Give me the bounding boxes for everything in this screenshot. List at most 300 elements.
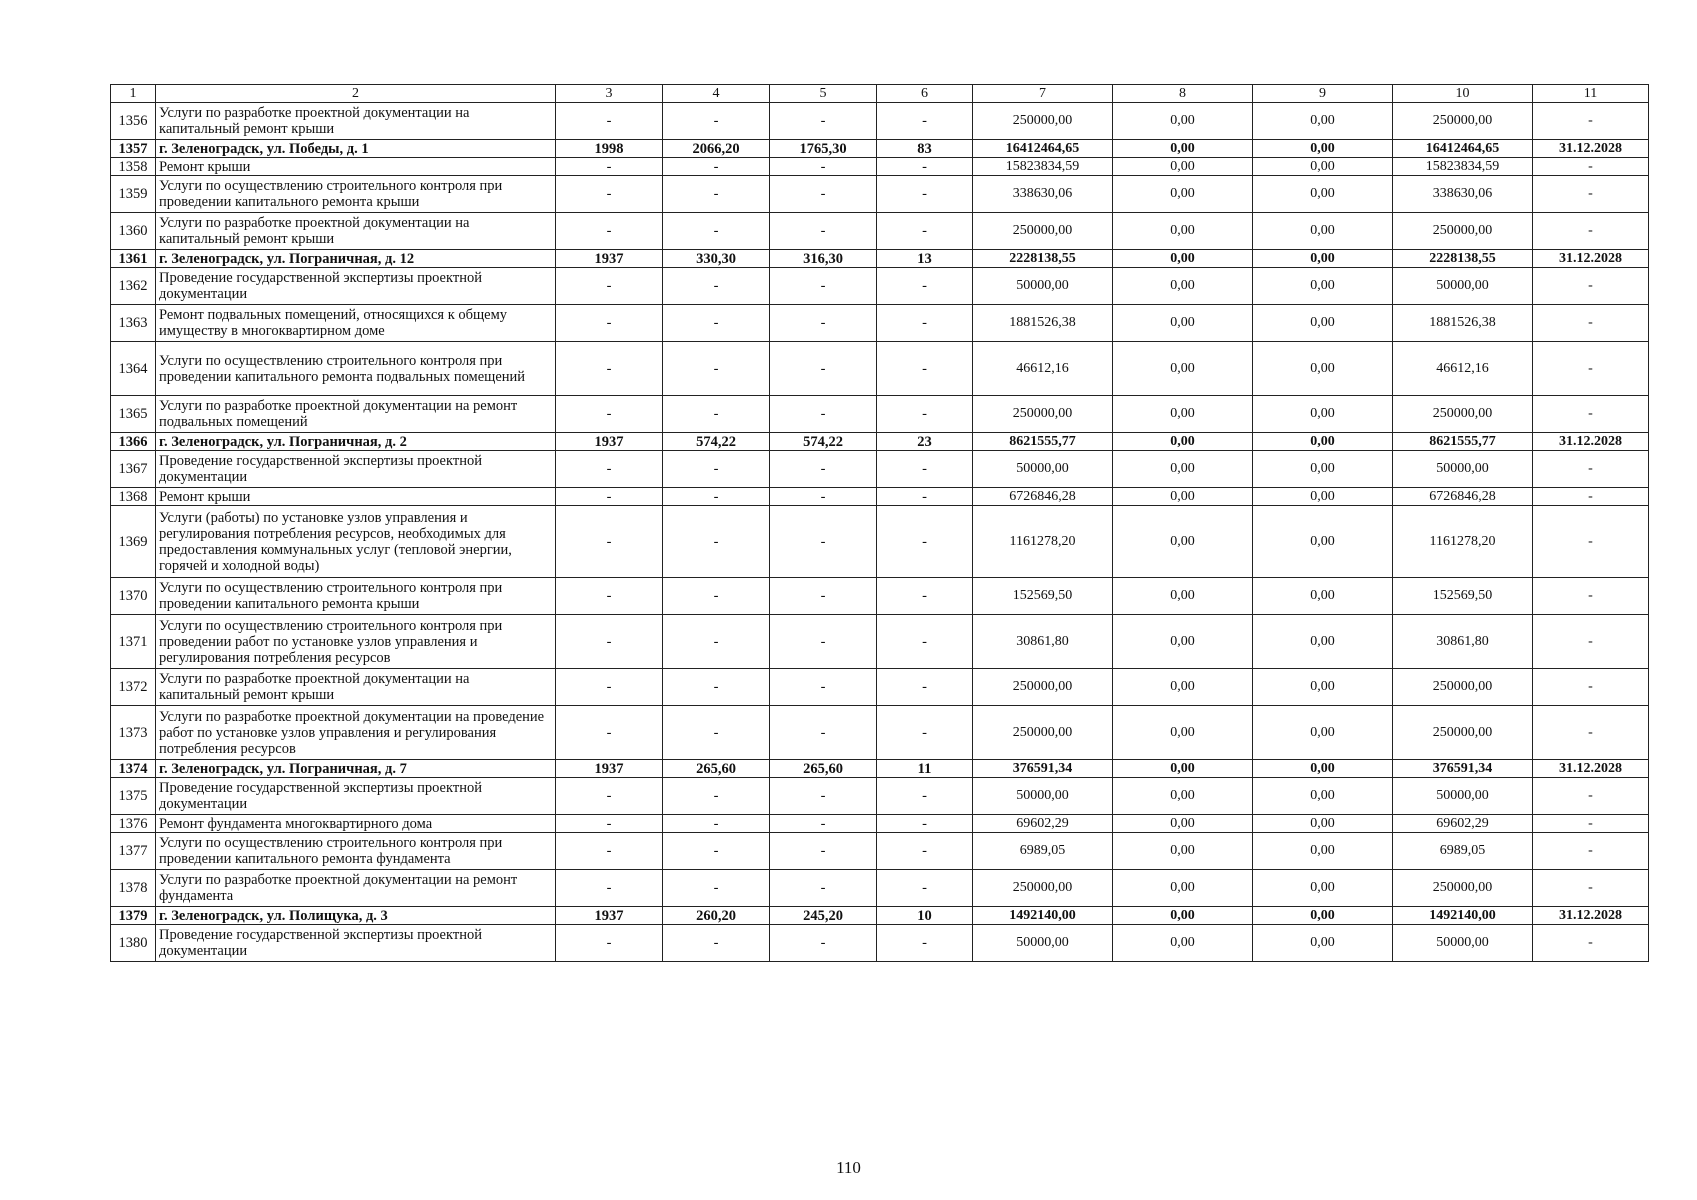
cell-build-year: 1937 [556,907,663,925]
cell-deadline: - [1533,305,1649,342]
cell-deadline: - [1533,396,1649,433]
column-number-2: 2 [156,85,556,103]
cell-living-area: 265,60 [770,760,877,778]
cell-total-area: - [663,268,770,305]
table-row-address [111,140,1649,158]
column-number-10: 10 [1393,85,1533,103]
cell-build-year: 1937 [556,760,663,778]
cell-residents: - [877,451,973,488]
column-number-7: 7 [973,85,1113,103]
cell-work-name: Услуги по осуществлению строительного контроля при проведении капитального ремонта подвальных помещений [156,342,556,396]
cell-total-area: - [663,158,770,176]
cell-work-name: Услуги по разработке проектной документации на ремонт фундамента [156,870,556,907]
cell-work-name: Услуги по разработке проектной документации на капитальный ремонт крыши [156,103,556,140]
table-row [111,451,1649,488]
cell-residents: - [877,778,973,815]
cell-row-number: 1378 [111,870,156,907]
cell-deadline: - [1533,451,1649,488]
table-row [111,176,1649,213]
cell-cost-col-10: 338630,06 [1393,176,1533,213]
cell-total-area: - [663,305,770,342]
cell-build-year: 1937 [556,250,663,268]
cell-cost-col-10: 46612,16 [1393,342,1533,396]
cell-total-cost: 250000,00 [973,669,1113,706]
table-row [111,778,1649,815]
cell-row-number: 1366 [111,433,156,451]
cell-build-year: 1998 [556,140,663,158]
cell-total-area: - [663,396,770,433]
cell-total-area: - [663,615,770,669]
cell-cost-col-10: 6989,05 [1393,833,1533,870]
cell-deadline: - [1533,815,1649,833]
cell-work-name: Услуги по осуществлению строительного контроля при проведении капитального ремонта фундамента [156,833,556,870]
cell-cost-col-8: 0,00 [1113,706,1253,760]
cell-build-year: - [556,925,663,962]
cell-cost-col-10: 250000,00 [1393,396,1533,433]
table-row [111,305,1649,342]
cell-total-area: 574,22 [663,433,770,451]
cell-cost-col-9: 0,00 [1253,925,1393,962]
cell-residents: 23 [877,433,973,451]
cell-cost-col-9: 0,00 [1253,706,1393,760]
cell-total-area: - [663,506,770,578]
cell-cost-col-10: 6726846,28 [1393,488,1533,506]
cell-total-cost: 250000,00 [973,396,1113,433]
cell-cost-col-9: 0,00 [1253,488,1393,506]
cell-cost-col-10: 50000,00 [1393,451,1533,488]
cell-deadline: - [1533,615,1649,669]
cell-deadline: - [1533,176,1649,213]
cell-residents: - [877,578,973,615]
cell-row-number: 1369 [111,506,156,578]
cell-total-cost: 15823834,59 [973,158,1113,176]
cell-row-number: 1362 [111,268,156,305]
cell-living-area: - [770,342,877,396]
cell-cost-col-9: 0,00 [1253,158,1393,176]
cell-cost-col-8: 0,00 [1113,870,1253,907]
cell-residents: - [877,870,973,907]
cell-living-area: - [770,778,877,815]
cell-cost-col-10: 250000,00 [1393,213,1533,250]
cell-total-area: - [663,103,770,140]
table-row [111,213,1649,250]
cell-total-cost: 1492140,00 [973,907,1113,925]
cell-residents: - [877,213,973,250]
cell-total-area: - [663,488,770,506]
cell-work-name: Услуги по осуществлению строительного контроля при проведении капитального ремонта крыши [156,578,556,615]
cell-total-cost: 250000,00 [973,103,1113,140]
cell-total-area: - [663,451,770,488]
cell-cost-col-8: 0,00 [1113,833,1253,870]
cell-living-area: - [770,213,877,250]
cell-cost-col-8: 0,00 [1113,213,1253,250]
cell-cost-col-9: 0,00 [1253,760,1393,778]
cell-residents: 83 [877,140,973,158]
cell-total-cost: 16412464,65 [973,140,1113,158]
page-number: 110 [836,1158,861,1177]
cell-cost-col-9: 0,00 [1253,907,1393,925]
cell-work-name: Услуги по разработке проектной документации на проведение работ по установке узлов управления и регулирования потребления ресурсов [156,706,556,760]
cell-cost-col-10: 69602,29 [1393,815,1533,833]
column-number-5: 5 [770,85,877,103]
cell-cost-col-8: 0,00 [1113,907,1253,925]
table-row-address [111,760,1649,778]
cell-cost-col-10: 250000,00 [1393,706,1533,760]
cell-total-cost: 1161278,20 [973,506,1113,578]
cell-residents: - [877,176,973,213]
cell-work-name: г. Зеленоградск, ул. Пограничная, д. 7 [156,760,556,778]
cell-cost-col-9: 0,00 [1253,451,1393,488]
cell-total-area: 330,30 [663,250,770,268]
cell-work-name: Проведение государственной экспертизы проектной документации [156,268,556,305]
cell-cost-col-8: 0,00 [1113,778,1253,815]
cell-residents: - [877,833,973,870]
cell-residents: - [877,925,973,962]
table-row [111,506,1649,578]
cell-living-area: - [770,815,877,833]
cell-total-cost: 8621555,77 [973,433,1113,451]
table-row [111,103,1649,140]
cell-work-name: Ремонт фундамента многоквартирного дома [156,815,556,833]
cell-total-cost: 250000,00 [973,706,1113,760]
cell-cost-col-8: 0,00 [1113,250,1253,268]
cell-build-year: - [556,833,663,870]
cell-deadline: 31.12.2028 [1533,250,1649,268]
cell-total-cost: 30861,80 [973,615,1113,669]
cell-build-year: - [556,342,663,396]
cell-work-name: г. Зеленоградск, ул. Пограничная, д. 2 [156,433,556,451]
cell-work-name: Проведение государственной экспертизы проектной документации [156,778,556,815]
cell-living-area: 245,20 [770,907,877,925]
cell-total-cost: 50000,00 [973,268,1113,305]
cell-total-cost: 6989,05 [973,833,1113,870]
cell-total-cost: 250000,00 [973,213,1113,250]
column-number-1: 1 [111,85,156,103]
cell-work-name: Проведение государственной экспертизы проектной документации [156,451,556,488]
cell-cost-col-10: 50000,00 [1393,925,1533,962]
cell-deadline: - [1533,778,1649,815]
cell-cost-col-10: 15823834,59 [1393,158,1533,176]
cell-deadline: - [1533,488,1649,506]
cell-cost-col-8: 0,00 [1113,578,1253,615]
cell-row-number: 1363 [111,305,156,342]
cell-total-cost: 376591,34 [973,760,1113,778]
cell-cost-col-9: 0,00 [1253,103,1393,140]
cell-total-area: - [663,669,770,706]
cell-living-area: 1765,30 [770,140,877,158]
register-table [110,84,1649,962]
cell-cost-col-9: 0,00 [1253,506,1393,578]
cell-deadline: - [1533,158,1649,176]
cell-cost-col-8: 0,00 [1113,140,1253,158]
cell-total-cost: 1881526,38 [973,305,1113,342]
table-body [111,85,1649,962]
cell-work-name: Ремонт подвальных помещений, относящихся к общему имуществу в многоквартирном доме [156,305,556,342]
table-row [111,706,1649,760]
cell-cost-col-10: 30861,80 [1393,615,1533,669]
cell-cost-col-10: 8621555,77 [1393,433,1533,451]
cell-cost-col-8: 0,00 [1113,615,1253,669]
cell-work-name: Услуги по осуществлению строительного контроля при проведении работ по установке узлов управления и регулирования потребления ресурсов [156,615,556,669]
cell-total-cost: 250000,00 [973,870,1113,907]
cell-total-cost: 50000,00 [973,778,1113,815]
table-row [111,158,1649,176]
cell-total-area: - [663,815,770,833]
cell-residents: - [877,706,973,760]
cell-cost-col-8: 0,00 [1113,342,1253,396]
cell-cost-col-10: 16412464,65 [1393,140,1533,158]
cell-total-cost: 50000,00 [973,451,1113,488]
cell-total-cost: 46612,16 [973,342,1113,396]
cell-row-number: 1380 [111,925,156,962]
cell-work-name: Услуги по разработке проектной документации на капитальный ремонт крыши [156,213,556,250]
cell-row-number: 1360 [111,213,156,250]
cell-cost-col-8: 0,00 [1113,815,1253,833]
cell-cost-col-9: 0,00 [1253,615,1393,669]
cell-deadline: - [1533,342,1649,396]
cell-total-area: - [663,342,770,396]
cell-build-year: - [556,578,663,615]
table-row [111,669,1649,706]
cell-row-number: 1368 [111,488,156,506]
cell-residents: - [877,669,973,706]
cell-cost-col-9: 0,00 [1253,250,1393,268]
table-row [111,615,1649,669]
cell-build-year: - [556,213,663,250]
cell-cost-col-8: 0,00 [1113,760,1253,778]
cell-total-area: 2066,20 [663,140,770,158]
cell-living-area: - [770,103,877,140]
column-number-8: 8 [1113,85,1253,103]
cell-residents: - [877,488,973,506]
cell-total-cost: 2228138,55 [973,250,1113,268]
cell-build-year: 1937 [556,433,663,451]
cell-residents: 11 [877,760,973,778]
table-row [111,870,1649,907]
cell-cost-col-9: 0,00 [1253,833,1393,870]
cell-residents: 10 [877,907,973,925]
cell-build-year: - [556,815,663,833]
cell-cost-col-9: 0,00 [1253,870,1393,907]
cell-total-cost: 152569,50 [973,578,1113,615]
cell-cost-col-8: 0,00 [1113,925,1253,962]
cell-row-number: 1357 [111,140,156,158]
cell-row-number: 1375 [111,778,156,815]
cell-cost-col-10: 152569,50 [1393,578,1533,615]
cell-work-name: г. Зеленоградск, ул. Победы, д. 1 [156,140,556,158]
cell-living-area: 316,30 [770,250,877,268]
cell-deadline: - [1533,268,1649,305]
cell-deadline: - [1533,925,1649,962]
cell-cost-col-10: 250000,00 [1393,870,1533,907]
table-row [111,578,1649,615]
cell-row-number: 1373 [111,706,156,760]
cell-deadline: - [1533,833,1649,870]
cell-cost-col-9: 0,00 [1253,778,1393,815]
cell-cost-col-9: 0,00 [1253,815,1393,833]
cell-living-area: - [770,158,877,176]
cell-total-cost: 338630,06 [973,176,1113,213]
cell-residents: 13 [877,250,973,268]
cell-build-year: - [556,778,663,815]
cell-total-area: - [663,870,770,907]
table-row-address [111,250,1649,268]
cell-living-area: - [770,833,877,870]
cell-cost-col-9: 0,00 [1253,305,1393,342]
cell-deadline: - [1533,213,1649,250]
cell-deadline: - [1533,506,1649,578]
cell-total-area: 260,20 [663,907,770,925]
cell-build-year: - [556,268,663,305]
cell-living-area: - [770,488,877,506]
cell-cost-col-8: 0,00 [1113,506,1253,578]
cell-cost-col-9: 0,00 [1253,342,1393,396]
cell-living-area: - [770,870,877,907]
cell-cost-col-9: 0,00 [1253,176,1393,213]
cell-total-cost: 50000,00 [973,925,1113,962]
cell-row-number: 1377 [111,833,156,870]
cell-deadline: 31.12.2028 [1533,140,1649,158]
cell-build-year: - [556,451,663,488]
cell-living-area: - [770,925,877,962]
cell-deadline: 31.12.2028 [1533,907,1649,925]
cell-cost-col-9: 0,00 [1253,268,1393,305]
cell-cost-col-9: 0,00 [1253,433,1393,451]
cell-build-year: - [556,158,663,176]
cell-work-name: Услуги (работы) по установке узлов управления и регулирования потребления ресурсов, необходимых для предоставления коммунальных услуг (тепловой энергии, горячей и холодной воды) [156,506,556,578]
cell-work-name: г. Зеленоградск, ул. Пограничная, д. 12 [156,250,556,268]
cell-living-area: - [770,706,877,760]
table-row-address [111,907,1649,925]
cell-living-area: - [770,615,877,669]
register-table-container [110,84,1648,962]
cell-residents: - [877,103,973,140]
cell-cost-col-8: 0,00 [1113,433,1253,451]
table-row [111,815,1649,833]
cell-deadline: - [1533,706,1649,760]
cell-deadline: 31.12.2028 [1533,760,1649,778]
cell-total-area: - [663,578,770,615]
cell-total-cost: 69602,29 [973,815,1113,833]
cell-cost-col-8: 0,00 [1113,158,1253,176]
cell-cost-col-10: 250000,00 [1393,669,1533,706]
cell-row-number: 1379 [111,907,156,925]
table-row [111,396,1649,433]
cell-row-number: 1364 [111,342,156,396]
cell-living-area: - [770,396,877,433]
cell-cost-col-9: 0,00 [1253,140,1393,158]
cell-cost-col-8: 0,00 [1113,103,1253,140]
table-row-address [111,433,1649,451]
cell-living-area: - [770,669,877,706]
cell-build-year: - [556,706,663,760]
cell-living-area: - [770,506,877,578]
column-number-4: 4 [663,85,770,103]
cell-cost-col-10: 376591,34 [1393,760,1533,778]
cell-cost-col-9: 0,00 [1253,396,1393,433]
cell-cost-col-10: 50000,00 [1393,268,1533,305]
cell-cost-col-10: 1492140,00 [1393,907,1533,925]
cell-row-number: 1370 [111,578,156,615]
cell-build-year: - [556,488,663,506]
cell-living-area: - [770,451,877,488]
table-row [111,488,1649,506]
table-row [111,342,1649,396]
cell-deadline: - [1533,578,1649,615]
cell-cost-col-8: 0,00 [1113,396,1253,433]
cell-build-year: - [556,103,663,140]
cell-total-area: - [663,925,770,962]
cell-residents: - [877,506,973,578]
cell-row-number: 1358 [111,158,156,176]
cell-living-area: - [770,176,877,213]
cell-total-area: - [663,213,770,250]
cell-row-number: 1376 [111,815,156,833]
cell-residents: - [877,342,973,396]
cell-work-name: г. Зеленоградск, ул. Полищука, д. 3 [156,907,556,925]
cell-build-year: - [556,506,663,578]
cell-cost-col-10: 250000,00 [1393,103,1533,140]
cell-total-area: - [663,176,770,213]
cell-row-number: 1356 [111,103,156,140]
cell-residents: - [877,268,973,305]
cell-residents: - [877,396,973,433]
cell-total-area: - [663,706,770,760]
cell-living-area: - [770,305,877,342]
cell-residents: - [877,305,973,342]
cell-build-year: - [556,870,663,907]
cell-deadline: - [1533,103,1649,140]
cell-residents: - [877,815,973,833]
cell-cost-col-9: 0,00 [1253,669,1393,706]
cell-deadline: - [1533,669,1649,706]
cell-work-name: Услуги по осуществлению строительного контроля при проведении капитального ремонта крыши [156,176,556,213]
cell-work-name: Услуги по разработке проектной документации на капитальный ремонт крыши [156,669,556,706]
cell-cost-col-10: 50000,00 [1393,778,1533,815]
column-number-row [111,85,1649,103]
cell-build-year: - [556,176,663,213]
cell-cost-col-10: 1881526,38 [1393,305,1533,342]
cell-row-number: 1365 [111,396,156,433]
table-row [111,833,1649,870]
cell-cost-col-8: 0,00 [1113,176,1253,213]
cell-living-area: - [770,268,877,305]
cell-work-name: Ремонт крыши [156,488,556,506]
cell-total-area: 265,60 [663,760,770,778]
cell-total-area: - [663,833,770,870]
cell-cost-col-8: 0,00 [1113,488,1253,506]
cell-row-number: 1371 [111,615,156,669]
cell-cost-col-8: 0,00 [1113,451,1253,488]
cell-living-area: 574,22 [770,433,877,451]
cell-residents: - [877,615,973,669]
cell-cost-col-9: 0,00 [1253,213,1393,250]
cell-total-cost: 6726846,28 [973,488,1113,506]
cell-work-name: Проведение государственной экспертизы проектной документации [156,925,556,962]
cell-total-area: - [663,778,770,815]
cell-cost-col-8: 0,00 [1113,305,1253,342]
cell-cost-col-8: 0,00 [1113,669,1253,706]
cell-row-number: 1374 [111,760,156,778]
table-row [111,268,1649,305]
cell-build-year: - [556,615,663,669]
cell-work-name: Ремонт крыши [156,158,556,176]
cell-cost-col-10: 1161278,20 [1393,506,1533,578]
column-number-3: 3 [556,85,663,103]
cell-cost-col-10: 2228138,55 [1393,250,1533,268]
cell-row-number: 1372 [111,669,156,706]
cell-row-number: 1359 [111,176,156,213]
